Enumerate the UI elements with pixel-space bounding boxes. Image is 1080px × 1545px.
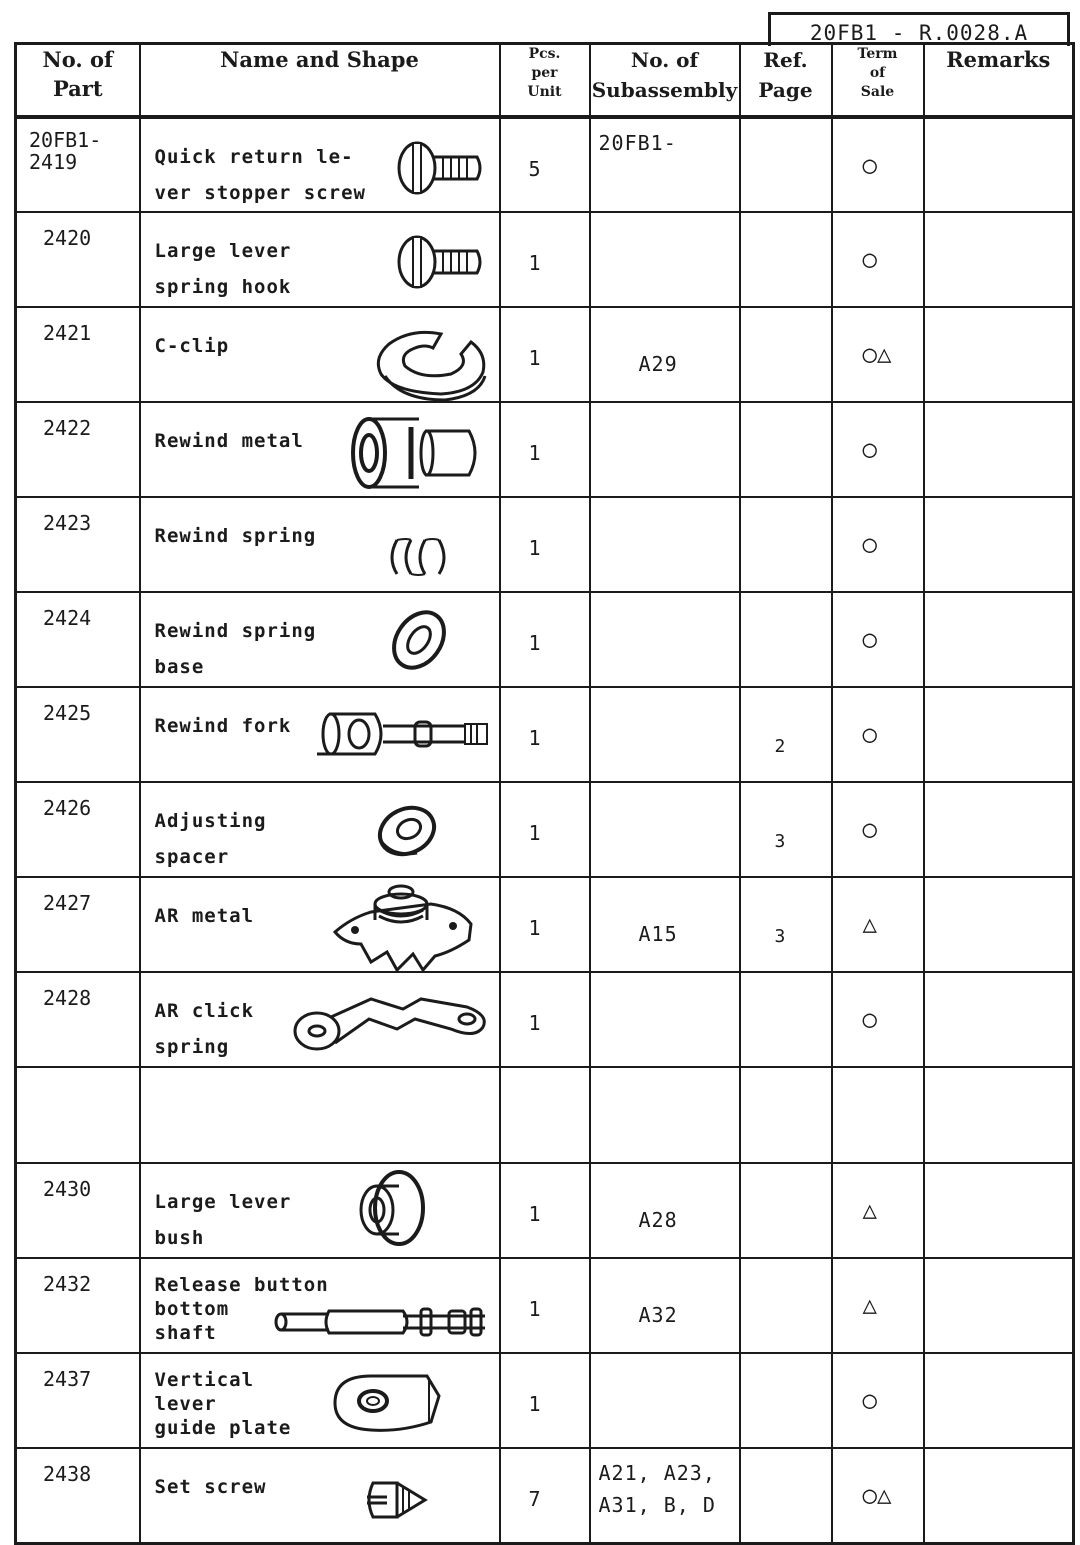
term-of-sale: ○△: [832, 307, 924, 402]
subassembly-no: [590, 1067, 740, 1163]
part-name-cell: [140, 782, 500, 877]
part-number: 20FB1- 2419: [16, 117, 140, 212]
remarks: [924, 1067, 1074, 1163]
table-row: [16, 877, 1074, 972]
term-of-sale: ○: [832, 972, 924, 1067]
header-pcs-per-unit: Pcs. per Unit: [500, 44, 590, 118]
term-of-sale: ○△: [832, 1448, 924, 1543]
remarks: [924, 307, 1074, 402]
part-name-cell: [140, 117, 500, 212]
subassembly-no: 20FB1-: [590, 117, 740, 212]
part-name: AR metal: [154, 905, 255, 927]
part-name: Quick return le- ver stopper screw: [154, 146, 366, 204]
remarks: [924, 877, 1074, 972]
term-of-sale: ○: [832, 402, 924, 497]
ar-metal-icon: [331, 882, 475, 978]
remarks: [924, 1163, 1074, 1258]
part-name-cell: [140, 212, 500, 307]
part-name-cell: [140, 1448, 500, 1543]
ref-page: 3: [740, 782, 832, 877]
remarks: [924, 782, 1074, 877]
part-number: 2432: [16, 1258, 140, 1353]
remarks: [924, 402, 1074, 497]
pcs-per-unit: 1: [500, 687, 590, 782]
pcs-per-unit: 1: [500, 212, 590, 307]
subassembly-no: [590, 782, 740, 877]
part-number: 2423: [16, 497, 140, 592]
part-number: 2425: [16, 687, 140, 782]
set-screw-icon: [363, 1477, 429, 1527]
part-number: 2421: [16, 307, 140, 402]
subassembly-no: A29: [590, 307, 740, 402]
subassembly-no: A32: [590, 1258, 740, 1353]
subassembly-no: A15: [590, 877, 740, 972]
header-remarks: Remarks: [924, 44, 1074, 118]
ref-page: [740, 1163, 832, 1258]
term-of-sale: [832, 1067, 924, 1163]
part-name: Rewind spring: [154, 525, 317, 547]
header-subassembly: No. of Subassembly: [590, 44, 740, 118]
ref-page: [740, 307, 832, 402]
subassembly-no: A28: [590, 1163, 740, 1258]
table-row: [16, 117, 1074, 212]
part-name-cell: [140, 1067, 500, 1163]
part-number: 2437: [16, 1353, 140, 1448]
screw-icon: [395, 231, 487, 297]
table-row: [16, 402, 1074, 497]
part-name-cell: [140, 1353, 500, 1448]
document-id: 20FB1 - R.0028.A: [768, 12, 1070, 46]
part-number: 2430: [16, 1163, 140, 1258]
part-number: 2427: [16, 877, 140, 972]
pcs-per-unit: 1: [500, 1258, 590, 1353]
part-name: Set screw: [154, 1476, 267, 1498]
remarks: [924, 1448, 1074, 1543]
part-name-cell: [140, 402, 500, 497]
parts-table: [14, 42, 1075, 1545]
term-of-sale: ○: [832, 212, 924, 307]
washer-icon: [385, 607, 455, 677]
term-of-sale: ○: [832, 687, 924, 782]
table-row: [16, 497, 1074, 592]
term-of-sale: △: [832, 877, 924, 972]
part-name-cell: [140, 497, 500, 592]
table-row: [16, 592, 1074, 687]
part-name-cell: [140, 592, 500, 687]
remarks: [924, 117, 1074, 212]
ref-page: [740, 402, 832, 497]
subassembly-no: [590, 1353, 740, 1448]
header-row: [16, 44, 1074, 118]
term-of-sale: ○: [832, 782, 924, 877]
table-row: [16, 1448, 1074, 1543]
term-of-sale: △: [832, 1258, 924, 1353]
ref-page: [740, 1448, 832, 1543]
header-part-no: No. of Part: [16, 44, 140, 118]
part-number: 2426: [16, 782, 140, 877]
click-spring-icon: [291, 989, 491, 1063]
header-term-of-sale: Term of Sale: [832, 44, 924, 118]
table-row: [16, 212, 1074, 307]
subassembly-no: [590, 592, 740, 687]
part-name-cell: [140, 1258, 500, 1353]
subassembly-no: [590, 212, 740, 307]
bush-icon: [355, 1170, 429, 1254]
ref-page: [740, 1258, 832, 1353]
table-row: [16, 687, 1074, 782]
part-name: Adjusting spacer: [154, 810, 267, 868]
table-row: [16, 972, 1074, 1067]
part-number: [16, 1067, 140, 1163]
part-name: Vertical lever guide plate: [154, 1369, 292, 1439]
term-of-sale: ○: [832, 592, 924, 687]
part-number: 2420: [16, 212, 140, 307]
pcs-per-unit: 1: [500, 1353, 590, 1448]
table-row: [16, 1353, 1074, 1448]
part-name-cell: [140, 307, 500, 402]
remarks: [924, 212, 1074, 307]
table-row: [16, 1067, 1074, 1163]
pcs-per-unit: 1: [500, 1163, 590, 1258]
term-of-sale: △: [832, 1163, 924, 1258]
part-name-cell: [140, 1163, 500, 1258]
shaft-icon: [273, 1305, 485, 1343]
ref-page: [740, 497, 832, 592]
part-number: 2428: [16, 972, 140, 1067]
pcs-per-unit: 1: [500, 782, 590, 877]
header-ref-page: Ref. Page: [740, 44, 832, 118]
remarks: [924, 592, 1074, 687]
guide-plate-icon: [331, 1370, 443, 1440]
pcs-per-unit: [500, 1067, 590, 1163]
pcs-per-unit: 1: [500, 307, 590, 402]
part-name-cell: [140, 877, 500, 972]
pcs-per-unit: 1: [500, 972, 590, 1067]
ref-page: [740, 117, 832, 212]
header-name-shape: Name and Shape: [140, 44, 500, 118]
ref-page: [740, 1067, 832, 1163]
screw-icon: [395, 137, 487, 203]
remarks: [924, 1353, 1074, 1448]
ref-page: [740, 592, 832, 687]
part-number: 2438: [16, 1448, 140, 1543]
remarks: [924, 972, 1074, 1067]
ref-page: 3: [740, 877, 832, 972]
part-name: Rewind fork: [154, 715, 292, 737]
term-of-sale: ○: [832, 117, 924, 212]
term-of-sale: ○: [832, 497, 924, 592]
ref-page: [740, 1353, 832, 1448]
subassembly-no: [590, 497, 740, 592]
term-of-sale: ○: [832, 1353, 924, 1448]
pcs-per-unit: 1: [500, 592, 590, 687]
part-name: Large lever bush: [154, 1191, 292, 1249]
spacer-icon: [373, 801, 445, 863]
subassembly-no: A21, A23, A31, B, D: [590, 1448, 740, 1543]
part-name: Large lever spring hook: [154, 240, 292, 298]
c-clip-icon: [371, 314, 493, 408]
table-row: [16, 782, 1074, 877]
part-number: 2424: [16, 592, 140, 687]
pcs-per-unit: 1: [500, 402, 590, 497]
part-name-cell: [140, 972, 500, 1067]
ref-page: [740, 972, 832, 1067]
spring-icon: [387, 534, 457, 584]
part-name-cell: [140, 687, 500, 782]
subassembly-no: [590, 972, 740, 1067]
pcs-per-unit: 5: [500, 117, 590, 212]
table-row: [16, 307, 1074, 402]
table-row: [16, 1163, 1074, 1258]
part-name: C-clip: [154, 335, 230, 357]
pcs-per-unit: 1: [500, 877, 590, 972]
rewind-metal-icon: [349, 415, 489, 495]
part-number: 2422: [16, 402, 140, 497]
remarks: [924, 1258, 1074, 1353]
remarks: [924, 497, 1074, 592]
fork-icon: [315, 706, 491, 768]
part-name: Rewind metal: [154, 430, 304, 452]
remarks: [924, 687, 1074, 782]
part-name: Release button bottom shaft: [154, 1274, 329, 1344]
ref-page: [740, 212, 832, 307]
subassembly-no: [590, 402, 740, 497]
pcs-per-unit: 7: [500, 1448, 590, 1543]
subassembly-no: [590, 687, 740, 782]
pcs-per-unit: 1: [500, 497, 590, 592]
table-row: [16, 1258, 1074, 1353]
ref-page: 2: [740, 687, 832, 782]
part-name: AR click spring: [154, 1000, 255, 1058]
part-name: Rewind spring base: [154, 620, 317, 678]
